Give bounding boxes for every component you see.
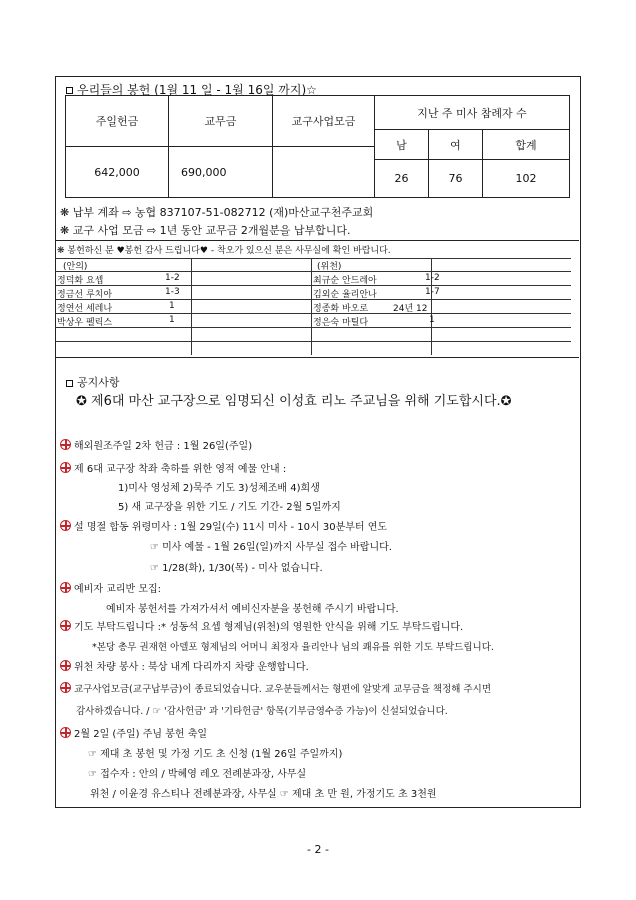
- cross-icon: [60, 439, 71, 450]
- donor-amount: 1-3: [165, 287, 180, 297]
- col-female: 여: [429, 130, 483, 160]
- page-number: - 2 -: [307, 843, 329, 856]
- donor-amount: 1-2: [165, 273, 180, 283]
- donor-amount: 24년 12: [393, 304, 428, 314]
- notices-title-text: 공지사항: [77, 376, 120, 389]
- notice-subline: ☞ 제대 초 봉헌 및 가정 기도 초 신청 (1월 26일 주일까지): [88, 749, 343, 760]
- donor-amount: 1: [169, 301, 175, 311]
- notice-subline: 예비자 봉헌서를 가져가셔서 예비신자분을 봉헌해 주시기 바랍니다.: [106, 604, 399, 615]
- donor-amount: 1-2: [425, 273, 440, 283]
- notice-subline: 위천 / 이윤경 유스티나 전례분과장, 사무실 ☞ 제대 초 만 원, 가정기도 초 3천원: [90, 789, 437, 800]
- notices-headline: ✪ 제6대 마산 교구장으로 임명되신 이성효 리노 주교님을 위해 기도합시다.✪: [76, 394, 512, 409]
- offering-header-text: 우리들의 봉헌 (1월 11 일 - 1월 16일 까지)☆: [77, 83, 317, 97]
- donor-name: 정종화 바오로: [313, 304, 369, 314]
- donor-name: 정은숙 마틸다: [313, 318, 369, 328]
- donor-name: 정연선 세레나: [57, 304, 113, 314]
- value-total: 102: [483, 160, 570, 198]
- donor-name: 박상우 펠릭스: [57, 318, 113, 328]
- col-diocese-fund: 교구사업모금: [273, 96, 375, 147]
- offering-table: [65, 95, 570, 198]
- cross-icon: [60, 660, 71, 671]
- donor-amount: 1: [169, 315, 175, 325]
- value-female: 76: [429, 160, 483, 198]
- value-dues: 690,000: [169, 147, 273, 198]
- notice-item: 기도 부탁드립니다 :* 성동석 요셉 형제님(위천)의 영원한 안식을 위해 기도 부탁드립니다.: [60, 618, 463, 633]
- diocese-fund-line: ❋ 교구 사업 모금 ⇨ 1년 동안 교무금 2개월분을 납부합니다.: [60, 224, 351, 237]
- notice-item: 교구사업모금(교구납부금)이 종료되었습니다. 교우분들께서는 형편에 알맞게 교무금을 책정해 주시면: [60, 681, 491, 695]
- donor-name: 정금선 루치아: [57, 290, 113, 300]
- notice-subline: ☞ 미사 예물 - 1월 26일(일)까지 사무실 접수 바랍니다.: [150, 542, 392, 553]
- col-male: 남: [375, 130, 429, 160]
- notice-subline: *본당 총무 권재현 아델포 형제님의 어머니 최정자 율리안나 님의 쾌유를 위한 기도 부탁드립니다.: [92, 642, 494, 653]
- value-male: 26: [375, 160, 429, 198]
- donor-amount: 1-7: [425, 287, 440, 297]
- value-sunday-offering: 642,000: [66, 147, 169, 198]
- account-line: ❋ 납부 계좌 ⇨ 농협 837107-51-082712 (재)마산교구천주교회: [60, 206, 374, 219]
- col-dues: 교무금: [169, 96, 273, 147]
- donor-name: 최규순 안드레아: [313, 276, 377, 286]
- notice-subline: 5) 새 교구장을 위한 기도 / 기도 기간- 2월 5일까지: [118, 502, 341, 513]
- notice-item: 위천 차량 봉사 : 북상 내계 다리까지 차량 운행합니다.: [60, 658, 309, 673]
- value-diocese-fund: [273, 147, 375, 198]
- checkbox-square-icon: [66, 380, 73, 387]
- col-attendance: 지난 주 미사 참례자 수: [375, 96, 570, 130]
- cross-icon: [60, 582, 71, 593]
- notice-item: 예비자 교리반 모집:: [60, 580, 161, 595]
- donor-header: ❋ 봉헌하신 분 ♥봉헌 감사 드립니다♥ - 착오가 있으신 분은 사무실에 확인 바랍니다.: [57, 246, 391, 256]
- notice-item: 설 명절 합동 위령미사 : 1월 29일(수) 11시 미사 - 10시 30분부터 연도: [60, 518, 387, 533]
- cross-icon: [60, 462, 71, 473]
- donor-section: [55, 240, 579, 358]
- cross-icon: [60, 520, 71, 531]
- col-sunday-offering: 주일헌금: [66, 96, 169, 147]
- notice-item: 제 6대 교구장 착좌 축하를 위한 영적 예물 안내 :: [60, 460, 286, 475]
- notice-subline: 감사하겠습니다. / ☞ '감사헌금' 과 '기타헌금' 항목(기부금영수증 가능)이 신설되었습니다.: [76, 706, 448, 717]
- donor-name: 김외순 율리안나: [313, 290, 377, 300]
- donor-right-title: (위천): [317, 262, 342, 272]
- col-total: 합계: [483, 130, 570, 160]
- donor-grid: [55, 258, 571, 355]
- cross-icon: [60, 727, 71, 738]
- cross-icon: [60, 620, 71, 631]
- checkbox-square-icon: [66, 87, 73, 94]
- notice-subline: 1)미사 영성체 2)묵주 기도 3)성체조배 4)희생: [118, 483, 320, 494]
- notice-item: 해외원조주일 2차 헌금 : 1월 26일(주일): [60, 437, 252, 452]
- notice-item: 2월 2일 (주일) 주님 봉헌 축일: [60, 725, 207, 740]
- donor-left-title: (안의): [63, 262, 88, 272]
- donor-amount: 1: [429, 315, 435, 325]
- notice-subline: ☞ 접수자 : 안의 / 박혜영 레오 전례분과장, 사무실: [88, 769, 307, 780]
- notices-title: [66, 374, 120, 390]
- cross-icon: [60, 682, 71, 693]
- notice-subline: ☞ 1/28(화), 1/30(목) - 미사 없습니다.: [150, 563, 323, 574]
- donor-name: 정덕화 요셉: [57, 276, 104, 286]
